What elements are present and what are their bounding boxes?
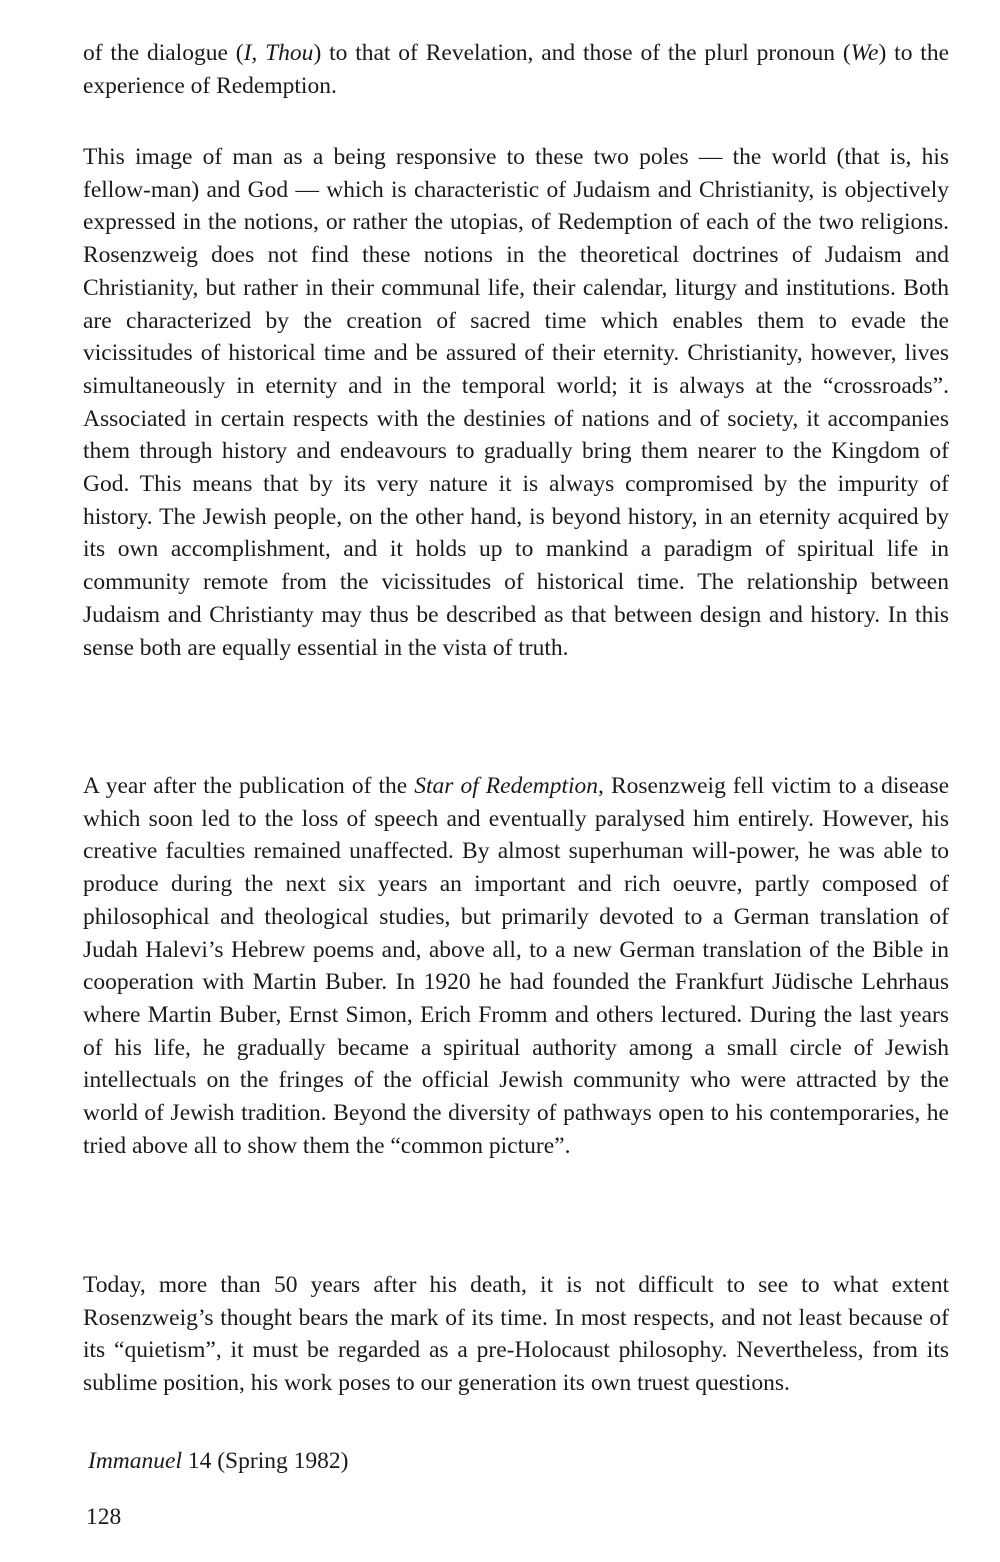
paragraph-3 <box>83 770 949 1162</box>
citation-journal: Immanuel <box>88 1448 182 1474</box>
p1-text-1: of the dialogue ( <box>83 40 244 66</box>
p3-italic-title: Star of Redemption, <box>414 773 604 799</box>
paragraph-4 <box>83 1269 949 1400</box>
p1-italic-1: I, Thou <box>243 40 314 66</box>
p3-text-1: A year after the publication of the <box>83 773 415 799</box>
paragraph-1 <box>83 37 949 102</box>
p1-text-2: ) to that of Revelation, and those of the plurl pronoun ( <box>313 40 851 66</box>
paragraph-2-text: This image of man as a being responsive to these two poles — the world (that is, his fellow-man) and God — which is characteristic of Judaism and Christianity, is objectively expressed in the notions, or rather the utopias, of Redemption of each of the two religions. Rosenzweig does not find these notions in the theoretical doctrines of Judaism and Christianity, but rather in their communal life, their calendar, liturgy and institutions. Both are characterized by the creation of sacred time which enables them to evade the vicissitudes of historical time and be assured of their eternity. Christianity, however, lives simultaneously in eternity and in the temporal world; it is always at the “crossroads”. Associated in certain respects with the destinies of nations and of society, it accompanies them through history and endeavours to gradually bring them nearer to the Kingdom of God. This means that by its very nature it is always compromised by the impurity of history. The Jewish people, on the other hand, is beyond history, in an eternity acquired by its own accomplishment, and it holds up to mankind a paradigm of spiritual life in community remote from the vicissitudes of historical time. The relationship between Judaism and Christianty may thus be described as that between design and history. In this sense both are equally essential in the vista of truth. <box>83 144 949 661</box>
source-citation <box>88 1446 348 1476</box>
p3-text-2: Rosenzweig fell victim to a disease which soon led to the loss of speech and eventually paralysed him entirely. However, his creative faculties remained unaffected. By almost superhuman will-power, he was able to produce during the next six years an important and rich oeuvre, partly composed of philosophical and theological studies, but primarily devoted to a German translation of Judah Halevi’s Hebrew poems and, above all, to a new German translation of the Bible in cooperation with Martin Buber. In 1920 he had founded the Frankfurt Jüdische Lehrhaus where Martin Buber, Ernst Simon, Erich Fromm and others lectured. During the last years of his life, he gradually became a spiritual authority among a small circle of Jewish intellectuals on the fringes of the official Jewish community who were attracted by the world of Jewish tradition. Beyond the diversity of pathways open to his contemporaries, he tried above all to show them the “common picture”. <box>83 773 950 1159</box>
paragraph-4-text: Today, more than 50 years after his death, it is not difficult to see to what extent Rosenzweig’s thought bears the mark of its time. In most respects, and not least because of its “quietism”, it must be regarded as a pre-Holocaust philosophy. Nevertheless, from its sublime position, his work poses to our generation its own truest questions. <box>83 1272 949 1397</box>
page-number: 128 <box>86 1504 122 1530</box>
paragraph-2 <box>83 141 949 664</box>
p1-italic-2: We <box>850 40 879 66</box>
paragraph-1-text <box>83 37 949 102</box>
citation-details: 14 (Spring 1982) <box>181 1448 349 1474</box>
paragraph-3-text <box>83 770 949 1162</box>
p1-text-3: ) to the experience of Redemption. <box>83 40 949 99</box>
